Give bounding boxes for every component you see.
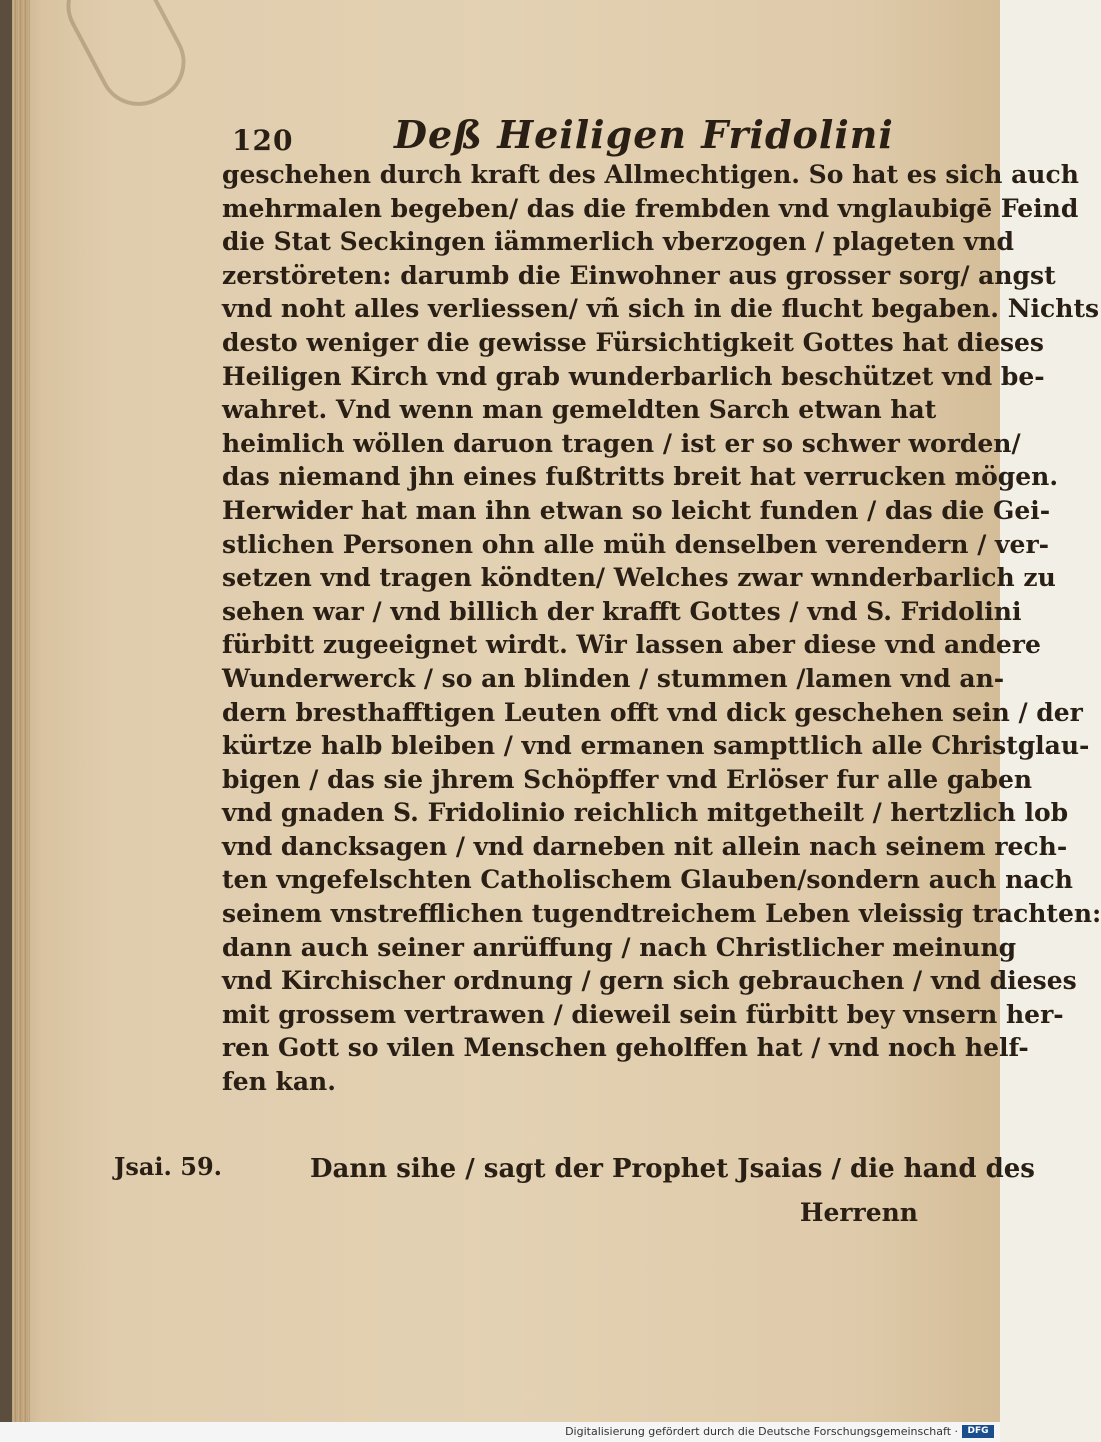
text-line: dann auch seiner anrüffung / nach Christlicher meinung <box>222 932 1017 962</box>
footer-bar <box>0 1422 1000 1442</box>
text-line: dern bresthafftigen Leuten offt vnd dick geschehen sein / der <box>222 697 1083 727</box>
page-number: 120 <box>232 124 294 157</box>
text-line: Heiligen Kirch vnd grab wunderbarlich beschützet vnd be- <box>222 361 1045 391</box>
text-line: ten vngefelschten Catholischem Glauben/sondern auch nach <box>222 865 1073 895</box>
text-line: vnd noht alles verliessen/ vñ sich in die flucht begaben. Nichts <box>222 294 1100 324</box>
dfg-logo: DFG <box>962 1425 994 1438</box>
text-line: Wunderwerck / so an blinden / stummen /lamen vnd an- <box>222 663 1005 693</box>
margin-note: Jsai. 59. <box>114 1152 222 1181</box>
text-line: vnd gnaden S. Fridolinio reichlich mitgetheilt / hertzlich lob <box>222 798 1069 828</box>
text-line: heimlich wöllen daruon tragen / ist er so schwer worden/ <box>222 428 1021 458</box>
text-line: mehrmalen begeben/ das die frembden vnd vnglaubigē Feind <box>222 193 1079 223</box>
text-line: geschehen durch kraft des Allmechtigen. So hat es sich auch <box>222 160 1079 189</box>
page-edge-stack <box>12 0 30 1422</box>
text-line: die Stat Seckingen iämmerlich vberzogen / plageten vnd <box>222 227 1014 257</box>
text-line: setzen vnd tragen köndten/ Welches zwar wnnderbarlich zu <box>222 563 1056 593</box>
text-line: seinem vnstrefflichen tugendtreichem Leben vleissig trachten: <box>222 899 1101 929</box>
text-line: vnd dancksagen / vnd darneben nit allein nach seinem rech- <box>222 831 1068 861</box>
text-line: sehen war / vnd billich der krafft Gottes / vnd S. Fridolini <box>222 596 1022 626</box>
verse-line: Dann sihe / sagt der Prophet Jsaias / die hand des <box>310 1154 1035 1184</box>
text-line: desto weniger die gewisse Fürsichtigkeit Gottes hat dieses <box>222 327 1044 357</box>
text-line: fen kan. <box>222 1067 336 1097</box>
text-line: zerstöreten: darumb die Einwohner aus grosser sorg/ angst <box>222 260 1056 290</box>
page-header <box>224 108 924 156</box>
catchword: Herrenn <box>799 1198 918 1227</box>
text-line: Herwider hat man ihn etwan so leicht funden / das die Gei- <box>222 495 1051 525</box>
text-line: vnd Kirchischer ordnung / gern sich gebrauchen / vnd dieses <box>222 966 1077 996</box>
running-head: Deß Heiligen Fridolini <box>394 112 894 157</box>
text-line: ren Gott so vilen Menschen geholffen hat / vnd noch helf- <box>222 1033 1029 1063</box>
book-page <box>12 0 1101 1422</box>
text-line: mit grossem vertrawen / dieweil sein fürbitt bey vnsern her- <box>222 999 1064 1029</box>
text-line: bigen / das sie jhrem Schöpffer vnd Erlöser fur alle gaben <box>222 764 1033 794</box>
funding-credit: Digitalisierung gefördert durch die Deutsche Forschungsgemeinschaft · <box>565 1425 958 1438</box>
text-line: das niemand jhn eines fußtritts breit hat verrucken mögen. <box>222 462 1059 492</box>
body-text <box>222 158 1101 1099</box>
text-line: stlichen Personen ohn alle müh denselben verendern / ver- <box>222 529 1050 559</box>
text-line: wahret. Vnd wenn man gemeldten Sarch etwan hat <box>222 395 937 425</box>
text-line: kürtze halb bleiben / vnd ermanen sampttlich alle Christglau- <box>222 731 1090 761</box>
text-line: fürbitt zugeeignet wirdt. Wir lassen aber diese vnd andere <box>222 630 1041 660</box>
paper-clip-shadow <box>52 0 199 120</box>
